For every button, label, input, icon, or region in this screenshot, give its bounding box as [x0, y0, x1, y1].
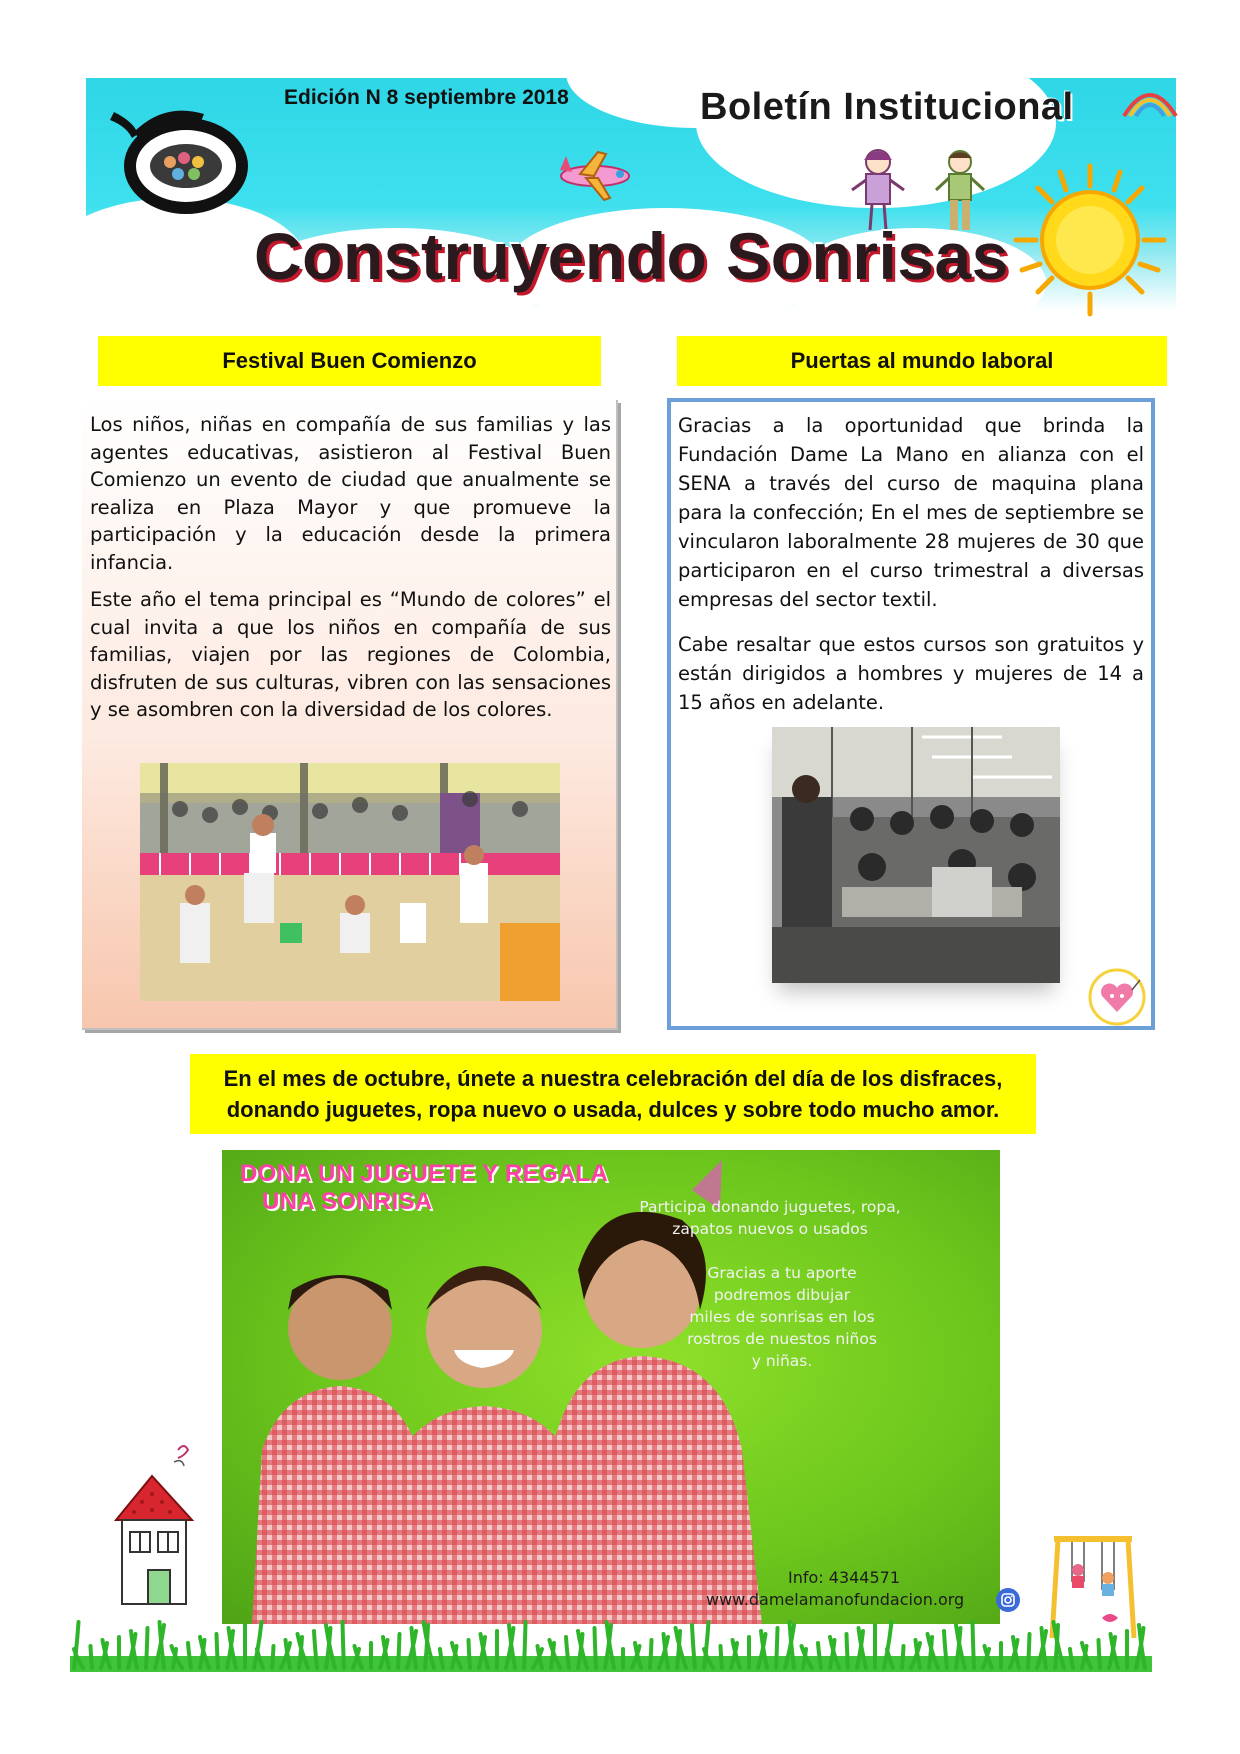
grass-blade [776, 1628, 778, 1668]
right-paragraph-1: Gracias a la oportunidad que brinda la Fundación Dame La Mano en alianza con el SENA a través del curso de maquina plana para la confección; En el mes de septiembre se vincularon laboralmente 28 mujeres de 30 que participaron en el curso trimestral a diversas empresas del sector textil. [678, 414, 1144, 611]
poster-thanks-text [672, 1262, 892, 1372]
poster-thanks-line-3: miles de sonrisas en los [689, 1308, 875, 1326]
edition-label: Edición N 8 septiembre 2018 [284, 86, 569, 109]
grass-blade [692, 1625, 695, 1668]
airplane-icon [550, 146, 640, 206]
instagram-icon[interactable] [996, 1588, 1020, 1612]
heart-logo-icon [1088, 968, 1146, 1026]
sun-icon [1010, 160, 1170, 320]
grass-blade [721, 1646, 723, 1668]
grass-blade [440, 1649, 443, 1668]
poster-title-line-2: UNA SONRISA [262, 1188, 433, 1215]
poster-thanks-line-4: rostros de nuestos niños [687, 1330, 877, 1348]
right-section-heading: Puertas al mundo laboral [677, 336, 1167, 386]
left-paragraph-2: Este año el tema principal es “Mundo de colores” el cual invita a que los niños en compañía de sus familias, viajen por las regiones de Colombia, disfruten de sus culturas, vibren con las sensaciones y se asombren con la diversidad de los colores. [90, 588, 611, 721]
house-icon [112, 1440, 198, 1608]
grass-blade [146, 1628, 148, 1668]
call-to-action [190, 1054, 1036, 1134]
left-paragraph-1: Los niños, niñas en compañía de sus familias y las agentes educativas, asistieron al Festival Buen Comienzo un evento de ciudad que anualmente se realiza en Plaza Mayor y que promueve la participación y la educación desde la primera infancia. [90, 413, 611, 574]
grass-blade [973, 1622, 975, 1668]
grass-blade [91, 1646, 93, 1668]
grass-blade [524, 1622, 526, 1668]
grass-blade [343, 1622, 345, 1668]
grass-blade [1028, 1634, 1030, 1668]
poster-invite-line-1: Participa donando juguetes, ropa, [639, 1198, 901, 1216]
rainbow-icon [1120, 80, 1180, 120]
page-title: Construyendo Sonrisas [254, 219, 1009, 293]
grass-blade [847, 1634, 849, 1668]
grass-blade [398, 1634, 400, 1668]
logo-icon [104, 92, 264, 222]
poster-website[interactable]: www.damelamanofundacion.org [706, 1590, 965, 1609]
poster-invite-line-2: zapatos nuevos o usados [672, 1220, 868, 1238]
poster-thanks-line-1: Gracias a tu aporte [707, 1264, 857, 1282]
grass-blade [1099, 1640, 1101, 1668]
grass-blade [595, 1628, 597, 1668]
cta-line-1: En el mes de octubre, únete a nuestra celebración del día de los disfraces, [223, 1066, 1003, 1091]
grass-blade [217, 1634, 219, 1668]
right-paragraph-2: Cabe resaltar que estos cursos son gratuitos y están dirigidos a hombres y mujeres de 14 a 15 años en adelante. [678, 633, 1144, 714]
poster-thanks-line-5: y niñas. [751, 1352, 813, 1370]
poster-thanks-line-2: podremos dibujar [713, 1286, 851, 1304]
grass-blade [944, 1631, 947, 1668]
festival-photo [140, 763, 560, 1001]
cta-line-2: donando juguetes, ropa nuevo o usada, dulces y sobre todo mucho amor. [226, 1097, 1000, 1122]
grass-blade [1070, 1649, 1073, 1668]
bulletin-title: Boletín Institucional [700, 86, 1074, 128]
poster-invite-text [620, 1196, 920, 1240]
grass-blade [650, 1640, 652, 1668]
donation-poster [222, 1150, 1000, 1624]
grass-blade [566, 1637, 569, 1668]
poster-phone: Info: 4344571 [788, 1568, 901, 1587]
grass-blade [469, 1640, 471, 1668]
grass-blade [902, 1646, 904, 1668]
grass-blade [272, 1646, 274, 1668]
left-section-heading: Festival Buen Comienzo [98, 336, 601, 386]
grass-blade [818, 1643, 821, 1668]
poster-title-line-1: DONA UN JUGUETE Y REGALA [240, 1160, 609, 1187]
poster-title [240, 1160, 608, 1216]
grass-icon [70, 1612, 1152, 1672]
grass-blade [314, 1631, 317, 1668]
grass-blade [188, 1643, 191, 1668]
sewing-class-photo [772, 727, 1060, 983]
